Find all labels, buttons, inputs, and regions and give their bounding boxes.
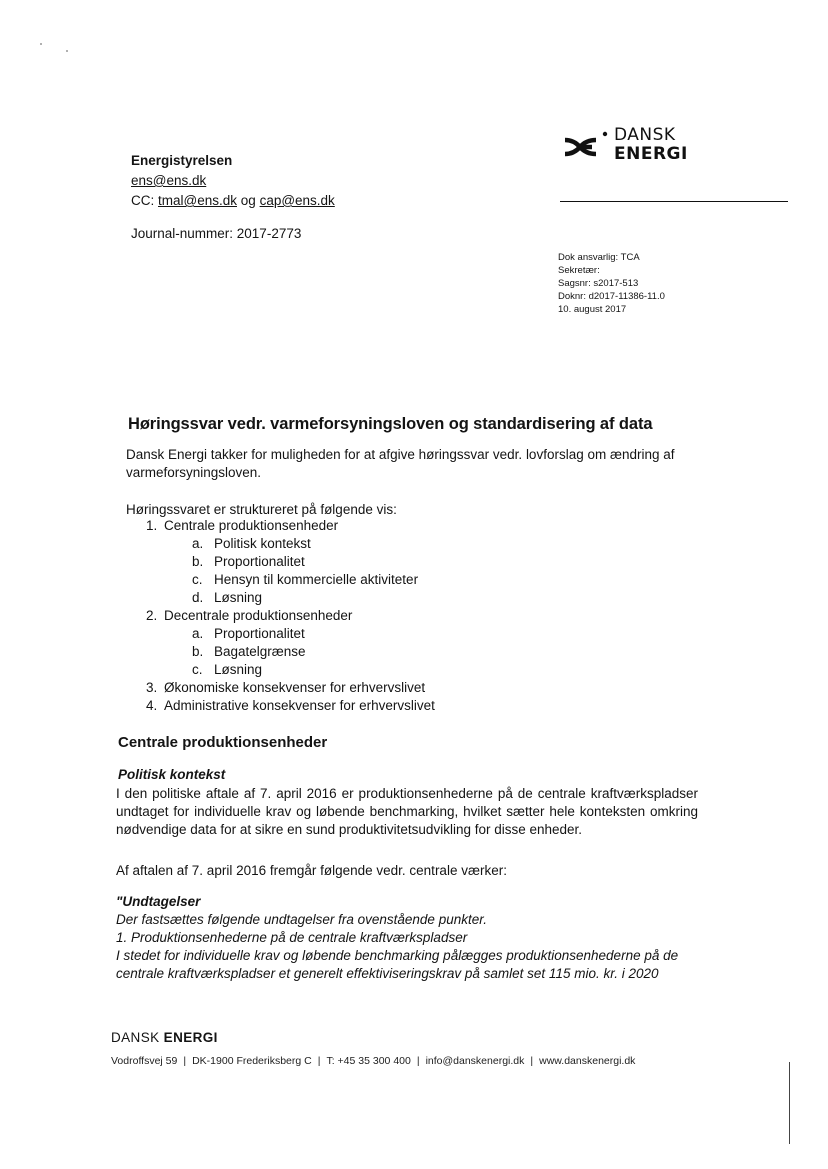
recipient-block bbox=[131, 151, 335, 211]
quote-block bbox=[116, 893, 706, 983]
scan-speck bbox=[40, 43, 42, 45]
list-item: d. Løsning bbox=[192, 590, 263, 605]
outline-list bbox=[126, 517, 435, 715]
list-item: 3. Økonomiske konsekvenser for erhvervslivet bbox=[146, 680, 426, 695]
cc-label: CC: bbox=[131, 193, 155, 208]
meta-responsible: Dok ansvarlig: TCA bbox=[558, 252, 640, 263]
meta-case-number: Sagsnr: s2017-513 bbox=[558, 278, 639, 289]
cc-email-link-2[interactable]: cap@ens.dk bbox=[259, 193, 335, 208]
footer-contact: Vodroffsvej 59 | DK-1900 Frederiksberg C | T: +45 35 300 400 | info@danskenergi.dk | www.danskenergi.dk bbox=[111, 1055, 636, 1067]
logo-mark-icon bbox=[562, 125, 612, 169]
journal-number: Journal-nummer: 2017-2773 bbox=[131, 226, 302, 241]
logo-word-energi: ENERGI bbox=[614, 144, 688, 164]
list-item: a. Politisk kontekst bbox=[192, 536, 311, 551]
cc-email-link-1[interactable]: tmal@ens.dk bbox=[158, 193, 237, 208]
meta-doc-number: Doknr: d2017-11386-11.0 bbox=[558, 291, 665, 302]
list-item: b. Bagatelgrænse bbox=[192, 644, 306, 659]
footer-address: Vodroffsvej 59 bbox=[111, 1055, 178, 1067]
footer-phone: T: +45 35 300 400 bbox=[326, 1055, 411, 1067]
quote-line: 1. Produktionsenhederne på de centrale kraftværkspladser bbox=[116, 930, 468, 945]
list-item: b. Proportionalitet bbox=[192, 554, 305, 569]
footer-brand-word-1: DANSK bbox=[111, 1030, 160, 1045]
recipient-org: Energistyrelsen bbox=[131, 153, 233, 168]
quote-line: I stedet for individuelle krav og løbende benchmarking pålægges produktionsenhederne på de centrale kraftværkspladser et generelt effektiviseringskrav på samlet set 115 mio. kr. i 2020 bbox=[116, 948, 679, 981]
recipient-email-link[interactable]: ens@ens.dk bbox=[131, 173, 207, 188]
context-paragraph: I den politiske aftale af 7. april 2016 er produktionsenhederne på de centrale kraftværkspladser undtaget for individuelle krav og løbende benchmarking, hvilket sætter hele konteksten omkring nødvendige data for at sikre en sund produktivitetsudvikling for disse enheder. bbox=[116, 786, 698, 837]
list-item: c. Hensyn til kommercielle aktiviteter bbox=[192, 572, 419, 587]
list-item: c. Løsning bbox=[192, 662, 263, 677]
intro-paragraph: Dansk Energi takker for muligheden for at afgive høringssvar vedr. lovforslag om ændring af varmeforsyningsloven. bbox=[126, 447, 675, 480]
list-item: a. Proportionalitet bbox=[192, 626, 305, 641]
list-item: 4. Administrative konsekvenser for erhvervslivet bbox=[146, 698, 435, 713]
footer-brand-word-2: ENERGI bbox=[163, 1030, 218, 1045]
list-item: 1. Centrale produktionsenheder bbox=[146, 518, 339, 533]
structure-intro: Høringssvaret er struktureret på følgende vis: bbox=[126, 502, 397, 517]
quote-line: Der fastsættes følgende undtagelser fra ovenstående punkter. bbox=[116, 912, 487, 927]
footer-web-link[interactable]: www.danskenergi.dk bbox=[539, 1055, 636, 1067]
section-heading: Centrale produktionsenheder bbox=[118, 734, 328, 751]
cc-joiner: og bbox=[240, 193, 256, 208]
scan-speck bbox=[66, 50, 68, 52]
dansk-energi-logo bbox=[562, 125, 688, 169]
footer-email-link[interactable]: info@danskenergi.dk bbox=[425, 1055, 525, 1067]
footer-city: DK-1900 Frederiksberg C bbox=[192, 1055, 312, 1067]
logo-word-dansk: DANSK bbox=[614, 125, 676, 145]
list-item: 2. Decentrale produktionsenheder bbox=[146, 608, 353, 623]
header-rule bbox=[560, 201, 788, 202]
quote-heading: "Undtagelser bbox=[116, 894, 201, 909]
footer-brand bbox=[111, 1030, 218, 1045]
meta-secretary: Sekretær: bbox=[558, 265, 600, 276]
document-title: Høringssvar vedr. varmeforsyningsloven og standardisering af data bbox=[128, 415, 653, 433]
document-meta bbox=[558, 251, 665, 316]
scan-margin-mark bbox=[789, 1062, 790, 1144]
agreement-paragraph: Af aftalen af 7. april 2016 fremgår følgende vedr. centrale værker: bbox=[116, 863, 507, 878]
meta-date: 10. august 2017 bbox=[558, 304, 627, 315]
subsection-heading: Politisk kontekst bbox=[118, 767, 226, 782]
